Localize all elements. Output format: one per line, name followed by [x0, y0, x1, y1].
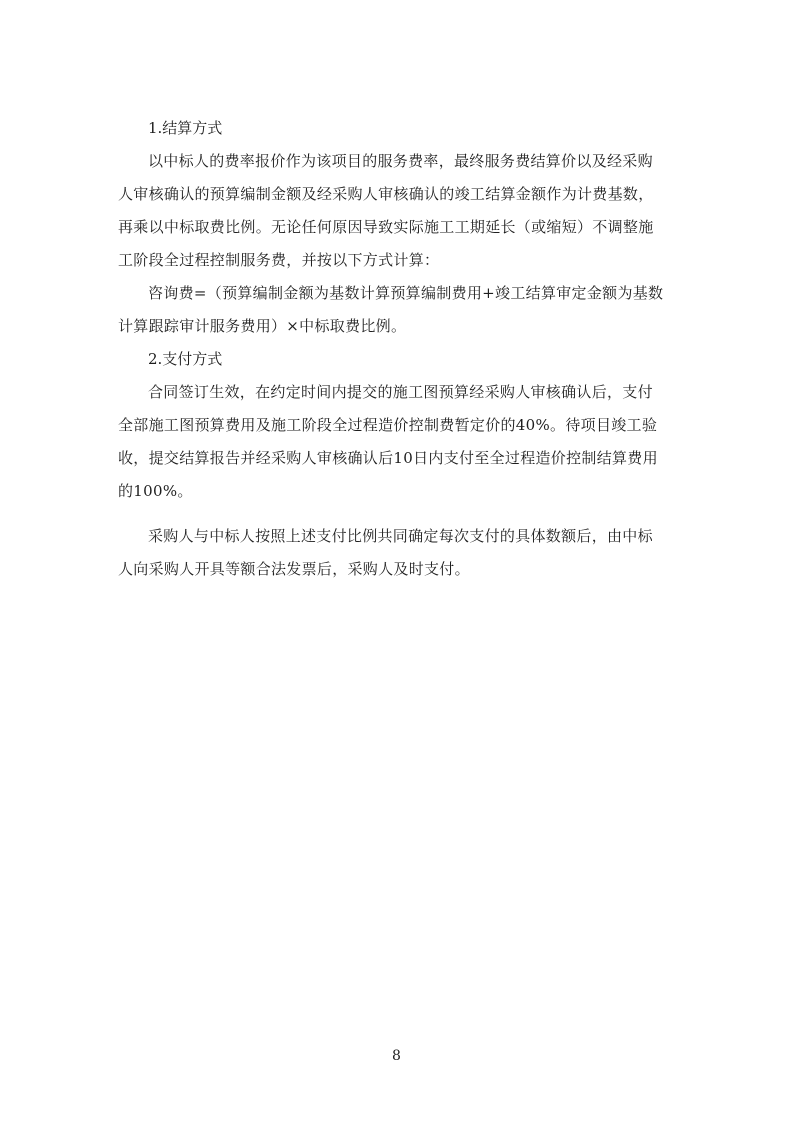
section-payment — [118, 343, 684, 586]
text-line: 采购人与中标人按照上述支付比例共同确定每次支付的具体数额后，由中标 — [148, 527, 653, 545]
document-body — [118, 112, 684, 586]
text-line: 计算跟踪审计服务费用）×中标取费比例。 — [118, 317, 407, 335]
paragraph-spacer — [118, 508, 684, 520]
text-line: 人审核确认的预算编制金额及经采购人审核确认的竣工结算金额作为计费基数， — [118, 185, 654, 203]
paragraph-payment-terms — [118, 376, 684, 508]
text-line: 的100%。 — [118, 482, 193, 500]
text-line: 再乘以中标取费比例。无论任何原因导致实际施工工期延长（或缩短）不调整施 — [118, 218, 654, 236]
text-line: 以中标人的费率报价作为该项目的服务费率，最终服务费结算价以及经采购 — [148, 152, 653, 170]
text-line: 收，提交结算报告并经采购人审核确认后10日内支付至全过程造价控制结算费用 — [118, 449, 658, 467]
text-line: 合同签订生效，在约定时间内提交的施工图预算经采购人审核确认后，支付 — [148, 383, 653, 401]
text-line: 全部施工图预算费用及施工阶段全过程造价控制费暂定价的40%。待项目竣工验 — [118, 416, 658, 434]
section-heading-settlement: 1.结算方式 — [148, 119, 223, 137]
page-number: 8 — [392, 1048, 401, 1064]
text-line: 人向采购人开具等额合法发票后，采购人及时支付。 — [118, 560, 470, 578]
section-settlement — [118, 112, 684, 343]
paragraph-invoice-terms — [118, 520, 684, 586]
paragraph-settlement-basis — [118, 145, 684, 277]
text-line: 咨询费=（预算编制金额为基数计算预算编制费用+竣工结算审定金额为基数 — [148, 284, 664, 302]
section-heading-payment: 2.支付方式 — [148, 350, 223, 368]
paragraph-fee-formula — [118, 277, 684, 343]
text-line: 工阶段全过程控制服务费，并按以下方式计算： — [118, 251, 440, 269]
